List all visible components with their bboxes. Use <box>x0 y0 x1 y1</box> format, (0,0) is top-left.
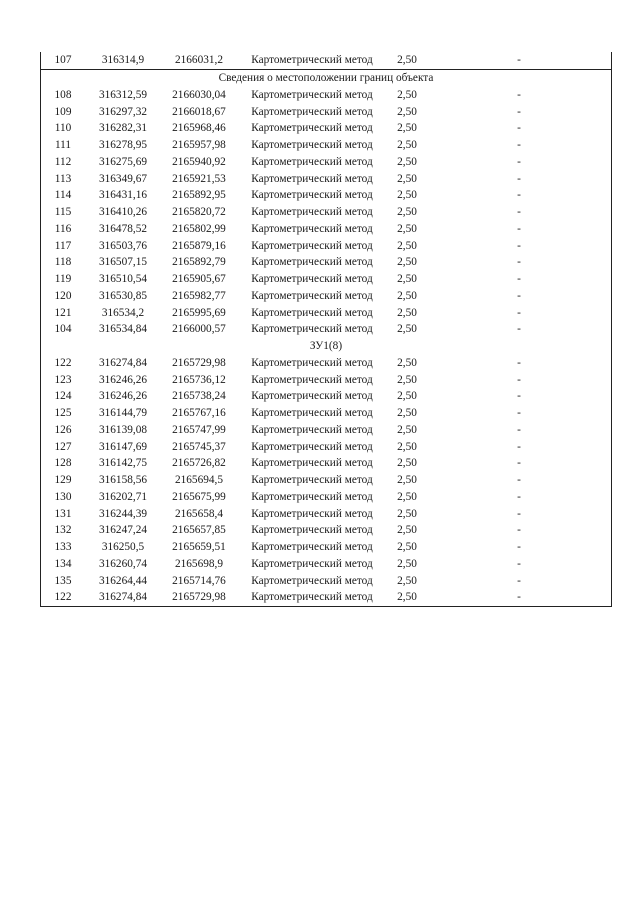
precision: 2,50 <box>397 189 417 202</box>
point-number: 107 <box>54 54 72 67</box>
method: Картометрический метод <box>251 373 373 386</box>
point-number: 131 <box>54 507 72 520</box>
description: - <box>517 440 521 453</box>
point-number: 112 <box>54 155 72 168</box>
point-number: 120 <box>54 289 72 302</box>
description: - <box>517 574 521 587</box>
coord-x: 316530,85 <box>98 289 147 302</box>
description: - <box>517 206 521 219</box>
method: Картометрический метод <box>251 490 373 503</box>
coord-x: 316275,69 <box>98 155 147 168</box>
coord-y: 2165940,92 <box>172 155 226 168</box>
coord-x: 316312,59 <box>98 88 147 101</box>
point-number: 122 <box>54 356 72 369</box>
precision: 2,50 <box>397 474 417 487</box>
precision: 2,50 <box>397 440 417 453</box>
point-number: 127 <box>54 440 72 453</box>
coord-y: 2165714,76 <box>172 574 226 587</box>
table-row <box>41 522 611 539</box>
method: Картометрический метод <box>251 88 373 101</box>
precision: 2,50 <box>397 139 417 152</box>
coord-y: 2165747,99 <box>172 423 226 436</box>
point-number: 133 <box>54 541 72 554</box>
coord-y: 2165982,77 <box>172 289 226 302</box>
table-row <box>41 455 611 472</box>
precision: 2,50 <box>397 206 417 219</box>
point-number: 130 <box>54 490 72 503</box>
coord-y: 2165892,95 <box>172 189 226 202</box>
point-number: 122 <box>54 591 72 604</box>
method: Картометрический метод <box>251 407 373 420</box>
table-row <box>41 556 611 573</box>
coord-x: 316431,16 <box>98 189 147 202</box>
coord-y: 2165738,24 <box>172 390 226 403</box>
coord-x: 316278,95 <box>98 139 147 152</box>
precision: 2,50 <box>397 256 417 269</box>
section-title: ЗУ1(8) <box>309 340 343 353</box>
coord-y: 2166030,04 <box>172 88 226 101</box>
coord-y: 2165879,16 <box>172 239 226 252</box>
table-row <box>41 422 611 439</box>
description: - <box>517 289 521 302</box>
coord-x: 316282,31 <box>98 122 147 135</box>
table-row <box>41 388 611 405</box>
coord-x: 316297,32 <box>98 105 147 118</box>
table-row <box>41 405 611 422</box>
description: - <box>517 256 521 269</box>
point-number: 108 <box>54 88 72 101</box>
precision: 2,50 <box>397 105 417 118</box>
method: Картометрический метод <box>251 356 373 369</box>
point-number: 128 <box>54 457 72 470</box>
table-row <box>41 271 611 288</box>
coord-y: 2165729,98 <box>172 591 226 604</box>
description: - <box>517 239 521 252</box>
method: Картометрический метод <box>251 306 373 319</box>
precision: 2,50 <box>397 88 417 101</box>
precision: 2,50 <box>397 574 417 587</box>
point-number: 109 <box>54 105 72 118</box>
point-number: 110 <box>54 122 72 135</box>
coord-y: 2165995,69 <box>172 306 226 319</box>
coord-y: 2165694,5 <box>174 474 223 487</box>
coord-x: 316260,74 <box>98 557 147 570</box>
description: - <box>517 122 521 135</box>
coord-y: 2165957,98 <box>172 139 226 152</box>
method: Картометрический метод <box>251 222 373 235</box>
coord-x: 316147,69 <box>98 440 147 453</box>
precision: 2,50 <box>397 524 417 537</box>
section2-rows <box>41 355 611 606</box>
coord-x: 316410,26 <box>98 206 147 219</box>
method: Картометрический метод <box>251 289 373 302</box>
coord-y: 2165820,72 <box>172 206 226 219</box>
description: - <box>517 323 521 336</box>
coord-x: 316349,67 <box>98 172 147 185</box>
description: - <box>517 373 521 386</box>
method: Картометрический метод <box>251 122 373 135</box>
method: Картометрический метод <box>251 273 373 286</box>
precision: 2,50 <box>397 591 417 604</box>
point-number: 126 <box>54 423 72 436</box>
coord-x: 316274,84 <box>98 356 147 369</box>
table-row <box>41 137 611 154</box>
coord-y: 2165657,85 <box>172 524 226 537</box>
precision: 2,50 <box>397 239 417 252</box>
method: Картометрический метод <box>251 541 373 554</box>
method: Картометрический метод <box>251 457 373 470</box>
point-number: 124 <box>54 390 72 403</box>
coord-y: 2165729,98 <box>172 356 226 369</box>
precision: 2,50 <box>397 457 417 470</box>
precision: 2,50 <box>397 54 417 67</box>
coord-x: 316274,84 <box>98 591 147 604</box>
table-row <box>41 254 611 271</box>
coord-x: 316510,54 <box>98 273 147 286</box>
coord-y: 2165921,53 <box>172 172 226 185</box>
point-number: 135 <box>54 574 72 587</box>
coord-x: 316534,2 <box>101 306 145 319</box>
table-row <box>41 371 611 388</box>
description: - <box>517 88 521 101</box>
coord-x: 316139,08 <box>98 423 147 436</box>
method: Картометрический метод <box>251 474 373 487</box>
table-row <box>41 321 611 338</box>
table-row <box>41 572 611 589</box>
coord-x: 316142,75 <box>98 457 147 470</box>
point-number: 125 <box>54 407 72 420</box>
description: - <box>517 222 521 235</box>
point-number: 119 <box>54 273 72 286</box>
table-row <box>41 438 611 455</box>
point-number: 117 <box>54 239 72 252</box>
coord-y: 2166031,2 <box>174 54 223 67</box>
description: - <box>517 139 521 152</box>
coord-x: 316144,79 <box>98 407 147 420</box>
precision: 2,50 <box>397 289 417 302</box>
description: - <box>517 390 521 403</box>
coord-x: 316247,24 <box>98 524 147 537</box>
precision: 2,50 <box>397 407 417 420</box>
coord-y: 2165726,82 <box>172 457 226 470</box>
coord-y: 2165905,67 <box>172 273 226 286</box>
method: Картометрический метод <box>251 256 373 269</box>
table-row <box>41 589 611 606</box>
method: Картометрический метод <box>251 54 373 67</box>
description: - <box>517 507 521 520</box>
precision: 2,50 <box>397 507 417 520</box>
point-number: 115 <box>54 206 72 219</box>
precision: 2,50 <box>397 155 417 168</box>
table-row <box>41 187 611 204</box>
coord-x: 316264,44 <box>98 574 147 587</box>
point-number: 123 <box>54 373 72 386</box>
point-number: 118 <box>54 256 72 269</box>
method: Картометрический метод <box>251 524 373 537</box>
table-row <box>41 170 611 187</box>
table-row <box>41 505 611 522</box>
table-row <box>41 489 611 506</box>
description: - <box>517 189 521 202</box>
description: - <box>517 490 521 503</box>
description: - <box>517 423 521 436</box>
point-number: 104 <box>54 323 72 336</box>
method: Картометрический метод <box>251 557 373 570</box>
point-number: 111 <box>54 139 72 152</box>
coord-y: 2165675,99 <box>172 490 226 503</box>
point-number: 113 <box>54 172 72 185</box>
method: Картометрический метод <box>251 239 373 252</box>
point-number: 114 <box>54 189 72 202</box>
precision: 2,50 <box>397 423 417 436</box>
precision: 2,50 <box>397 323 417 336</box>
description: - <box>517 557 521 570</box>
coord-x: 316507,15 <box>98 256 147 269</box>
coord-y: 2165767,16 <box>172 407 226 420</box>
table-row <box>41 87 611 104</box>
precision: 2,50 <box>397 373 417 386</box>
precision: 2,50 <box>397 490 417 503</box>
method: Картометрический метод <box>251 139 373 152</box>
point-number: 134 <box>54 557 72 570</box>
coord-x: 316246,26 <box>98 390 147 403</box>
method: Картометрический метод <box>251 440 373 453</box>
coord-y: 2165745,37 <box>172 440 226 453</box>
coord-x: 316202,71 <box>98 490 147 503</box>
table-row <box>41 103 611 120</box>
point-number: 116 <box>54 222 72 235</box>
coord-y: 2165968,46 <box>172 122 226 135</box>
coord-x: 316250,5 <box>101 541 145 554</box>
method: Картометрический метод <box>251 423 373 436</box>
coord-x: 316478,52 <box>98 222 147 235</box>
coord-x: 316244,39 <box>98 507 147 520</box>
table-row <box>41 204 611 221</box>
method: Картометрический метод <box>251 507 373 520</box>
coord-y: 2165659,51 <box>172 541 226 554</box>
precision: 2,50 <box>397 222 417 235</box>
table-row <box>41 52 611 70</box>
coord-x: 316314,9 <box>101 54 145 67</box>
coord-y: 2165802,99 <box>172 222 226 235</box>
precision: 2,50 <box>397 122 417 135</box>
description: - <box>517 524 521 537</box>
point-number: 132 <box>54 524 72 537</box>
method: Картометрический метод <box>251 390 373 403</box>
section-title: Сведения о местоположении границ объекта <box>218 72 434 85</box>
table-row <box>41 288 611 305</box>
method: Картометрический метод <box>251 172 373 185</box>
section1-rows <box>41 87 611 338</box>
coord-y: 2165892,79 <box>172 256 226 269</box>
description: - <box>517 541 521 554</box>
point-number: 129 <box>54 474 72 487</box>
coordinates-table <box>40 52 612 607</box>
coord-x: 316503,76 <box>98 239 147 252</box>
precision: 2,50 <box>397 541 417 554</box>
coord-x: 316158,56 <box>98 474 147 487</box>
description: - <box>517 273 521 286</box>
description: - <box>517 591 521 604</box>
table-row <box>41 154 611 171</box>
description: - <box>517 407 521 420</box>
description: - <box>517 155 521 168</box>
precision: 2,50 <box>397 390 417 403</box>
table-row <box>41 304 611 321</box>
coord-y: 2165658,4 <box>174 507 223 520</box>
precision: 2,50 <box>397 356 417 369</box>
method: Картометрический метод <box>251 155 373 168</box>
precision: 2,50 <box>397 557 417 570</box>
method: Картометрический метод <box>251 206 373 219</box>
table-row <box>41 237 611 254</box>
precision: 2,50 <box>397 306 417 319</box>
table-row <box>41 355 611 372</box>
method: Картометрический метод <box>251 189 373 202</box>
method: Картометрический метод <box>251 323 373 336</box>
coord-y: 2165736,12 <box>172 373 226 386</box>
table-row <box>41 221 611 238</box>
coord-y: 2165698,9 <box>174 557 223 570</box>
coord-x: 316246,26 <box>98 373 147 386</box>
method: Картометрический метод <box>251 574 373 587</box>
coord-x: 316534,84 <box>98 323 147 336</box>
coord-y: 2166000,57 <box>172 323 226 336</box>
method: Картометрический метод <box>251 591 373 604</box>
table-row <box>41 472 611 489</box>
table-row <box>41 120 611 137</box>
precision: 2,50 <box>397 273 417 286</box>
precision: 2,50 <box>397 172 417 185</box>
method: Картометрический метод <box>251 105 373 118</box>
description: - <box>517 54 521 67</box>
table-row <box>41 539 611 556</box>
description: - <box>517 172 521 185</box>
description: - <box>517 105 521 118</box>
description: - <box>517 306 521 319</box>
description: - <box>517 356 521 369</box>
description: - <box>517 474 521 487</box>
coord-y: 2166018,67 <box>172 105 226 118</box>
description: - <box>517 457 521 470</box>
point-number: 121 <box>54 306 72 319</box>
